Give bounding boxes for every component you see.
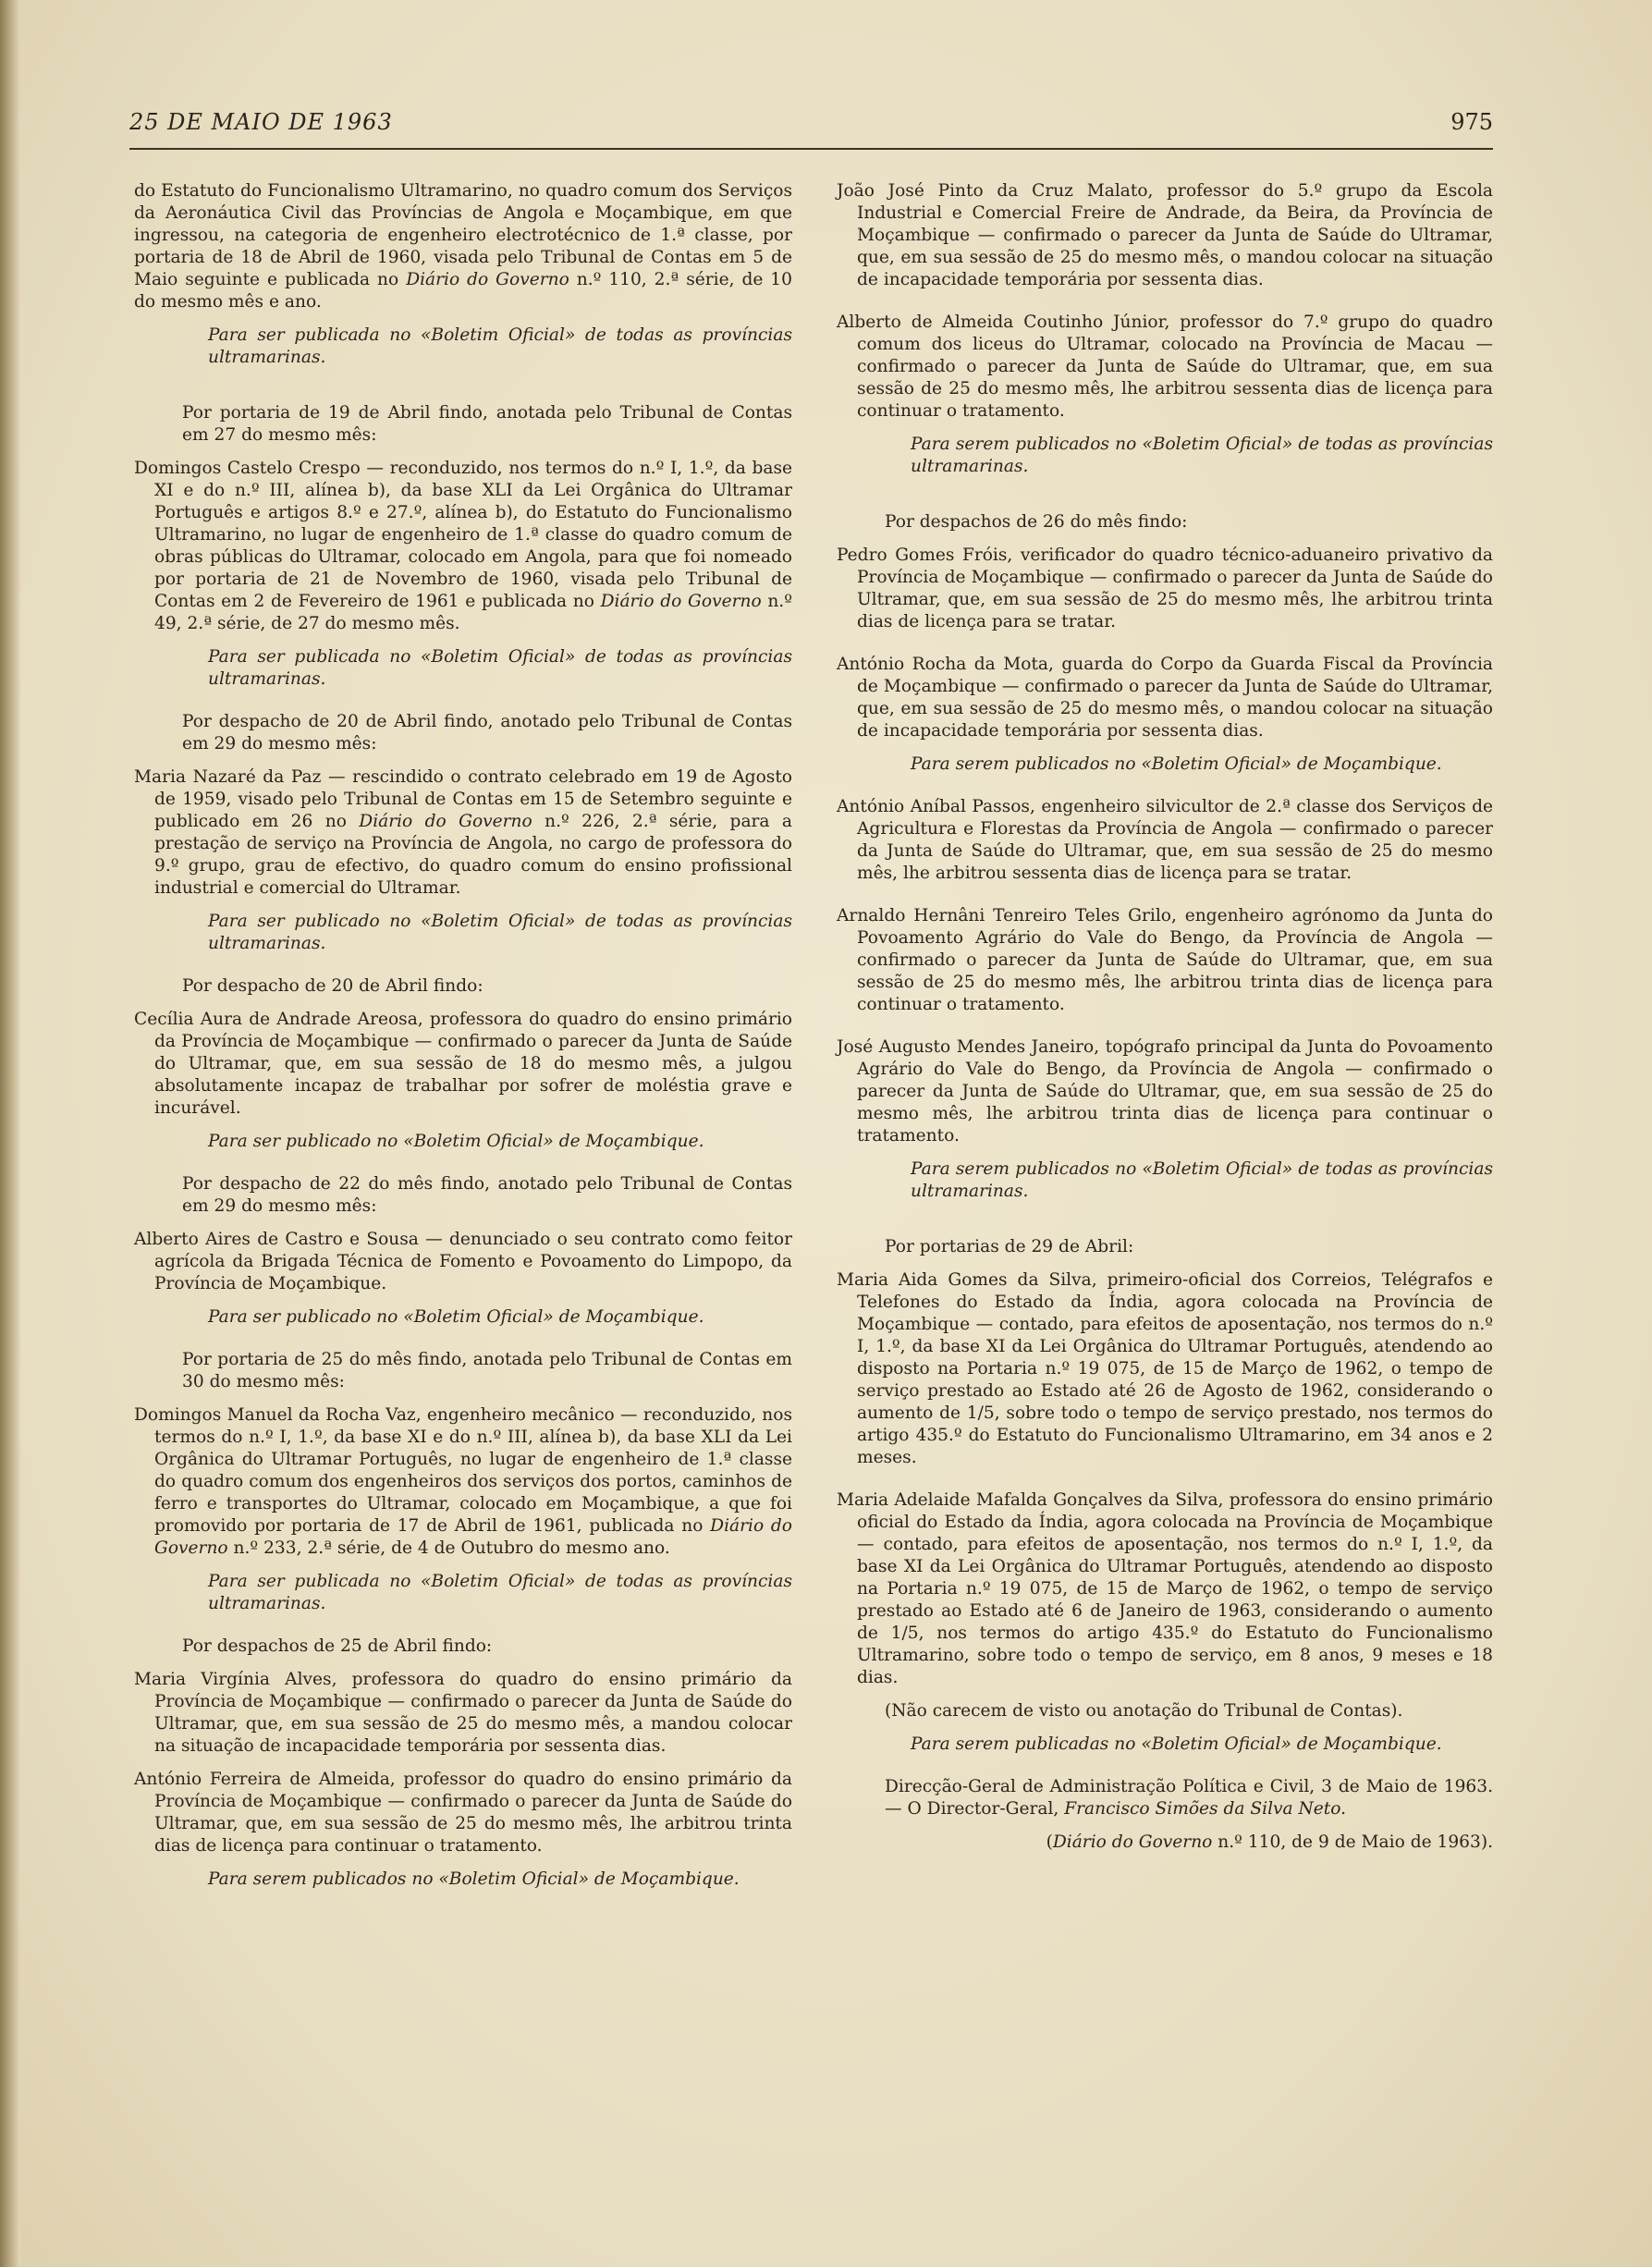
section-intro: Por portaria de 19 de Abril findo, anotada pelo Tribunal de Contas em 27 do mesmo mês:: [182, 403, 792, 445]
publication-note: Para serem publicados no «Boletim Oficial» de todas as províncias ultramarinas.: [911, 1159, 1493, 1201]
publication-note: Para ser publicada no «Boletim Oficial» de todas as províncias ultramarinas.: [208, 325, 792, 367]
signature-block: Direcção-Geral de Administração Política e Civil, 3 de Maio de 1963. — O Director-Geral, Francisco Simões da Silva Neto.: [885, 1777, 1493, 1819]
list-item: Pedro Gomes Fróis, verificador do quadro técnico-aduaneiro privativo da Província de Moçambique — confirmado o parecer da Junta de Saúde do Ultramar, que, em sua sessão de 25 do mesmo mês, lhe arbitrou trinta dias de licença para se tratar.: [837, 545, 1493, 631]
publication-note: Para ser publicada no «Boletim Oficial» de todas as províncias ultramarinas.: [208, 1572, 792, 1613]
publication-note: Para ser publicado no «Boletim Oficial» de Moçambique.: [208, 1307, 704, 1327]
list-item: António Rocha da Mota, guarda do Corpo da Guarda Fiscal da Província de Moçambique — confirmado o parecer da Junta de Saúde do Ultramar, que, em sua sessão de 25 do mesmo mês, o mandou colocar na situação de incapacidade temporária por sessenta dias.: [837, 655, 1493, 741]
right-column: [837, 180, 1493, 1854]
publication-note: Para serem publicados no «Boletim Oficial» de Moçambique.: [911, 754, 1442, 774]
page-binding-edge: [0, 0, 20, 2267]
source-citation: (Diário do Governo n.º 110, de 9 de Maio de 1963).: [1046, 1832, 1493, 1852]
section-intro: Por despacho de 20 de Abril findo, anotado pelo Tribunal de Contas em 29 do mesmo mês:: [182, 712, 792, 754]
header-rule: [129, 148, 1493, 150]
publication-note: Para serem publicadas no «Boletim Oficial» de Moçambique.: [911, 1734, 1442, 1754]
list-item: Maria Nazaré da Paz — rescindido o contrato celebrado em 19 de Agosto de 1959, visado pelo Tribunal de Contas em 15 de Setembro seguinte e publicado em 26 no Diário do Governo n.º 226, 2.ª série, para a prestação de serviço na Província de Angola, no cargo de professora do 9.º grupo, grau de efectivo, do quadro comum do ensino profissional industrial e comercial do Ultramar.: [134, 767, 792, 898]
publication-note: Para ser publicado no «Boletim Oficial» de todas as províncias ultramarinas.: [208, 912, 792, 953]
section-intro: Por despacho de 22 do mês findo, anotado pelo Tribunal de Contas em 29 do mesmo mês:: [182, 1174, 792, 1216]
list-item: Maria Adelaide Mafalda Gonçalves da Silva, professora do ensino primário oficial do Estado da Índia, agora colocada na Província de Moçambique — contado, para efeitos de aposentação, nos termos do n.º I, 1.º, da base XI da Lei Orgânica do Ultramar Português, atendendo ao disposto na Portaria n.º 19 075, de 15 de Março de 1962, o tempo de serviço prestado ao Estado até 6 de Janeiro de 1963, considerando o aumento de 1/5, nos termos do artigo 435.º do Estatuto do Funcionalismo Ultramarino, sobre todo o tempo de serviço, em 8 anos, 9 meses e 18 dias.: [837, 1490, 1493, 1687]
list-item: Domingos Manuel da Rocha Vaz, engenheiro mecânico — reconduzido, nos termos do n.º I, 1.º, da base XI e do n.º III, alínea b), da base XLI da Lei Orgânica do Ultramar Português, no lugar de engenheiro de 1.ª classe do quadro comum dos engenheiros dos serviços dos portos, caminhos de ferro e transportes do Ultramar, colocado em Moçambique, a que foi promovido por portaria de 17 de Abril de 1961, publicada no Diário do Governo n.º 233, 2.ª série, de 4 de Outubro do mesmo ano.: [134, 1405, 792, 1558]
section-intro: Por despachos de 26 do mês findo:: [885, 512, 1188, 532]
visa-note: (Não carecem de visto ou anotação do Tribunal de Contas).: [885, 1701, 1403, 1721]
publication-note: Para serem publicados no «Boletim Oficial» de Moçambique.: [208, 1869, 740, 1889]
publication-note: Para ser publicado no «Boletim Oficial» de Moçambique.: [208, 1132, 704, 1151]
header-date: 25 DE MAIO DE 1963: [129, 109, 393, 135]
section-intro: Por despacho de 20 de Abril findo:: [182, 976, 483, 996]
publication-note: Para serem publicados no «Boletim Oficial» de todas as províncias ultramarinas.: [911, 435, 1493, 476]
publication-note: Para ser publicada no «Boletim Oficial» de todas as províncias ultramarinas.: [208, 647, 792, 689]
section-intro: Por despachos de 25 de Abril findo:: [182, 1636, 493, 1656]
list-item: Cecília Aura de Andrade Areosa, professora do quadro do ensino primário da Província de Moçambique — confirmado o parecer da Junta de Saúde do Ultramar, que, em sua sessão de 18 do mesmo mês, a julgou absolutamente incapaz de trabalhar por sofrer de moléstia grave e incurável.: [134, 1010, 792, 1118]
page-header: [129, 109, 1493, 146]
list-item: José Augusto Mendes Janeiro, topógrafo principal da Junta do Povoamento Agrário do Vale do Bengo, da Província de Angola — confirmado o parecer da Junta de Saúde do Ultramar, que, em sua sessão de 25 do mesmo mês, lhe arbitrou trinta dias de licença para continuar o tratamento.: [837, 1037, 1493, 1146]
director-name: Francisco Simões da Silva Neto.: [1064, 1799, 1347, 1819]
list-item: António Aníbal Passos, engenheiro silvicultor de 2.ª classe dos Serviços de Agricultura e Florestas da Província de Angola — confirmado o parecer da Junta de Saúde do Ultramar, que, em sua sessão de 25 do mesmo mês, lhe arbitrou sessenta dias de licença para se tratar.: [837, 797, 1493, 883]
section-intro: Por portaria de 25 do mês findo, anotada pelo Tribunal de Contas em 30 do mesmo mês:: [182, 1350, 792, 1391]
list-item: Alberto Aires de Castro e Sousa — denunciado o seu contrato como feitor agrícola da Brigada Técnica de Fomento e Povoamento do Limpopo, da Província de Moçambique.: [134, 1230, 792, 1293]
list-item: Maria Virgínia Alves, professora do quadro do ensino primário da Província de Moçambique — confirmado o parecer da Junta de Saúde do Ultramar, que, em sua sessão de 25 do mesmo mês, a mandou colocar na situação de incapacidade temporária por sessenta dias.: [134, 1670, 792, 1756]
left-column: [134, 180, 792, 1891]
list-item: Domingos Castelo Crespo — reconduzido, nos termos do n.º I, 1.º, da base XI e do n.º III, alínea b), da base XLI da Lei Orgânica do Ultramar Português e artigos 8.º e 27.º, alínea b), do Estatuto do Funcionalismo Ultramarino, no lugar de engenheiro de 1.ª classe do quadro comum de obras públicas do Ultramar, colocado em Angola, para que foi nomeado por portaria de 21 de Novembro de 1960, visada pelo Tribunal de Contas em 2 de Fevereiro de 1961 e publicada no Diário do Governo n.º 49, 2.ª série, de 27 do mesmo mês.: [134, 459, 792, 633]
list-item: Arnaldo Hernâni Tenreiro Teles Grilo, engenheiro agrónomo da Junta do Povoamento Agrário do Vale do Bengo, da Província de Angola — confirmado o parecer da Junta de Saúde do Ultramar, que, em sua sessão de 25 do mesmo mês, lhe arbitrou trinta dias de licença para continuar o tratamento.: [837, 906, 1493, 1014]
list-item: António Ferreira de Almeida, professor do quadro do ensino primário da Província de Moçambique — confirmado o parecer da Junta de Saúde do Ultramar, que, em sua sessão de 25 do mesmo mês, lhe arbitrou trinta dias de licença para continuar o tratamento.: [134, 1770, 792, 1856]
list-item: João José Pinto da Cruz Malato, professor do 5.º grupo da Escola Industrial e Comercial Freire de Andrade, da Beira, da Província de Moçambique — confirmado o parecer da Junta de Saúde do Ultramar, que, em sua sessão de 25 do mesmo mês, o mandou colocar na situação de incapacidade temporária por sessenta dias.: [837, 181, 1493, 289]
page-number: 975: [1450, 109, 1493, 135]
paragraph: do Estatuto do Funcionalismo Ultramarino, no quadro comum dos Serviços da Aeronáutica Civil das Províncias de Angola e Moçambique, em que ingressou, na categoria de engenheiro electrotécnico de 1.ª classe, por portaria de 18 de Abril de 1960, visada pelo Tribunal de Contas em 5 de Maio seguinte e publicada no Diário do Governo n.º 110, 2.ª série, de 10 do mesmo mês e ano.: [134, 181, 792, 312]
list-item: Alberto de Almeida Coutinho Júnior, professor do 7.º grupo do quadro comum dos liceus do Ultramar, colocado na Província de Macau — confirmado o parecer da Junta de Saúde do Ultramar, que, em sua sessão de 25 do mesmo mês, lhe arbitrou sessenta dias de licença para continuar o tratamento.: [837, 312, 1493, 421]
section-intro: Por portarias de 29 de Abril:: [885, 1237, 1134, 1256]
list-item: Maria Aida Gomes da Silva, primeiro-oficial dos Correios, Telégrafos e Telefones do Estado da Índia, agora colocada na Província de Moçambique — contado, para efeitos de aposentação, nos termos do n.º I, 1.º, da base XI da Lei Orgânica do Ultramar Português, atendendo ao disposto na Portaria n.º 19 075, de 15 de Março de 1962, o tempo de serviço prestado ao Estado até 26 de Agosto de 1962, considerando o aumento de 1/5, sobre todo o tempo de serviço prestado, nos termos do artigo 435.º do Estatuto do Funcionalismo Ultramarino, em 34 anos e 2 meses.: [837, 1270, 1493, 1467]
